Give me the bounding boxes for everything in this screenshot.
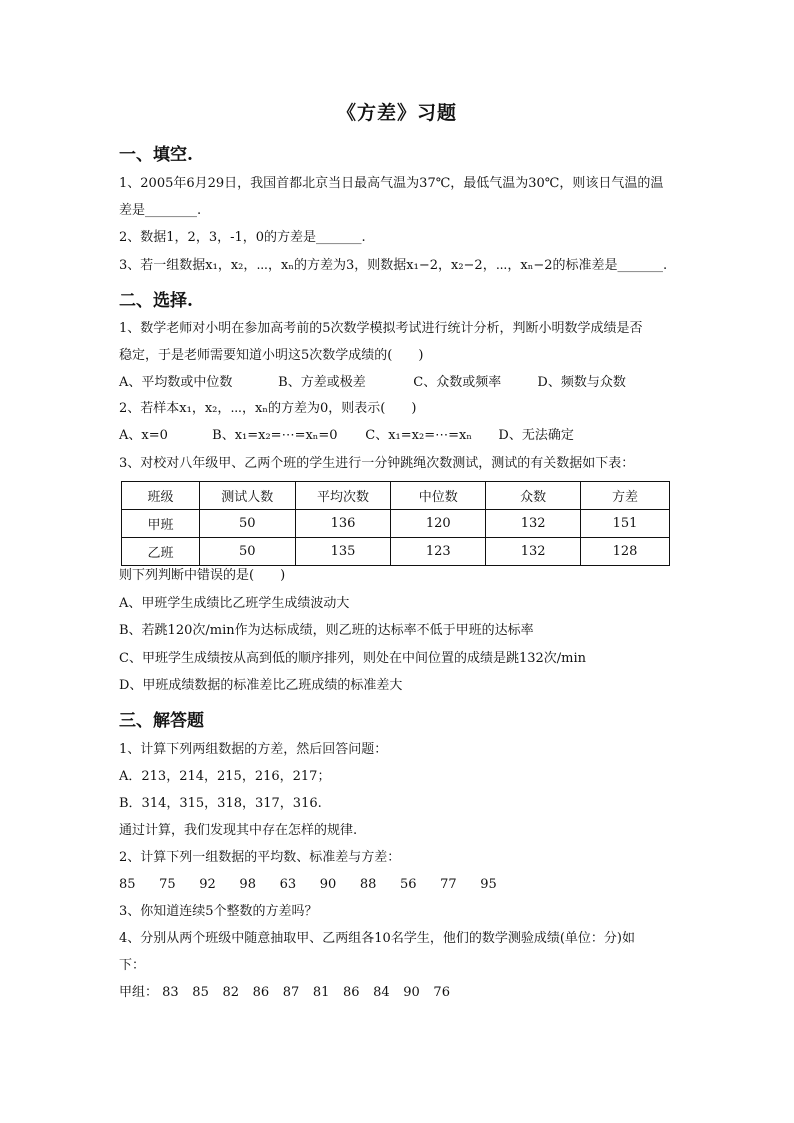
choice-q2-options [119,427,574,445]
choice-q1-line2: 稳定，于是老师需要知道小明这5次数学成绩的( ) [119,348,424,363]
choice-q3-option-d: D、甲班成绩数据的标准差比乙班成绩的标准差大 [119,678,403,693]
answer-q1-group-b: B．314，315，318，317，316. [119,796,322,811]
choice-q3-option-c: C、甲班学生成绩按从高到低的顺序排列，则处在中间位置的成绩是跳132次/min [119,651,586,666]
fill-q1-line1: 1、2005年6月29日，我国首都北京当日最高气温为37℃，最低气温为30℃，则该日气温的温 [119,176,664,191]
group-label: 甲组： [119,985,159,1000]
answer-q4-line1: 4、分别从两个班级中随意抽取甲、乙两组各10名学生，他们的数学测验成绩(单位：分)如 [119,931,635,946]
table-cell: 132 [486,538,581,566]
list-item: 56 [399,877,417,892]
answer-q2: 2、计算下列一组数据的平均数、标准差与方差： [119,850,401,865]
table-cell: 乙班 [122,538,200,566]
choice-q2-option-a: A、x=0 [119,428,168,443]
answer-q1: 1、计算下列两组数据的方差，然后回答问题： [119,742,388,757]
choice-q1-line1: 1、数学老师对小明在参加高考前的5次数学模拟考试进行统计分析，判断小明数学成绩是否 [119,321,643,336]
table-header-cell: 测试人数 [199,482,295,510]
choice-q2-option-d: D、无法确定 [498,428,574,443]
fill-q3: 3、若一组数据x₁，x₂，⋯，xₙ的方差为3，则数据x₁−2，x₂−2，⋯，xₙ−2的标准差是_______. [119,258,668,273]
table-row [122,510,670,538]
fill-q2: 2、数据1，2，3，-1，0的方差是_______. [119,230,366,245]
list-item: 85 [192,985,209,1000]
choice-q3: 3、对校对八年级甲、乙两个班的学生进行一分钟跳绳次数测试，测试的有关数据如下表： [119,456,635,471]
table-cell: 50 [199,538,295,566]
table-header-row [122,482,670,510]
table-cell: 135 [295,538,391,566]
table-header-cell: 中位数 [391,482,486,510]
list-item: 83 [162,985,179,1000]
answer-q2-values [119,876,497,894]
list-item: 90 [403,985,420,1000]
table-cell: 151 [581,510,670,538]
choice-q1-option-d: D、频数与众数 [537,375,626,390]
list-item: 86 [252,985,270,1000]
list-item: 85 [119,877,136,892]
list-item: 75 [159,877,176,892]
list-item: 84 [373,985,390,1000]
table-header-cell: 众数 [486,482,581,510]
list-item: 88 [359,877,377,892]
table-row [122,538,670,566]
list-item: 95 [480,877,497,892]
list-item: 77 [440,877,457,892]
fill-q1-line2: 差是________. [119,203,202,218]
choice-q3-prompt: 则下列判断中错误的是( ) [119,568,286,583]
list-item: 81 [312,985,330,1000]
table-cell: 132 [486,510,581,538]
list-item: 82 [222,985,239,1000]
list-item: 76 [433,985,450,1000]
choice-q2-option-b: B、x₁=x₂=⋯=xₙ=0 [212,428,338,443]
answer-q1-group-a: A．213，214，215，216，217； [119,769,331,784]
answer-q3: 3、你知道连续5个整数的方差吗？ [119,904,318,919]
choice-q1-option-a: A、平均数或中位数 [119,375,233,390]
answer-q4-group-jia [119,984,450,1002]
table-cell: 128 [581,538,670,566]
table-cell: 120 [391,510,486,538]
table-cell: 50 [199,510,295,538]
choice-q2: 2、若样本x₁，x₂，⋯，xₙ的方差为0，则表示( ) [119,401,417,416]
jump-rope-data-table [121,481,670,566]
choice-q3-option-b: B、若跳120次/min作为达标成绩，则乙班的达标率不低于甲班的达标率 [119,623,534,638]
table-cell: 甲班 [122,510,200,538]
table-header-cell: 班级 [122,482,200,510]
list-item: 87 [282,985,300,1000]
table-header-cell: 平均次数 [295,482,391,510]
section-choice-heading: 二、选择. [119,291,193,311]
page-title: 《方差》习题 [336,102,457,124]
choice-q2-option-c: C、x₁=x₂=⋯=xₙ [365,428,472,443]
table-cell: 136 [295,510,391,538]
list-item: 98 [239,877,256,892]
section-answer-heading: 三、解答题 [119,711,204,731]
list-item: 63 [279,877,297,892]
section-fill-blank-heading: 一、填空. [119,145,193,165]
table-cell: 123 [391,538,486,566]
choice-q3-option-a: A、甲班学生成绩比乙班学生成绩波动大 [119,596,350,611]
choice-q1-options [119,374,626,392]
answer-q1-question: 通过计算，我们发现其中存在怎样的规律. [119,823,358,838]
list-item: 90 [319,877,337,892]
choice-q1-option-b: B、方差或极差 [278,375,366,390]
list-item: 92 [199,877,216,892]
table-header-cell: 方差 [581,482,670,510]
choice-q1-option-c: C、众数或频率 [413,375,502,390]
list-item: 86 [343,985,360,1000]
answer-q4-line2: 下： [119,958,146,973]
